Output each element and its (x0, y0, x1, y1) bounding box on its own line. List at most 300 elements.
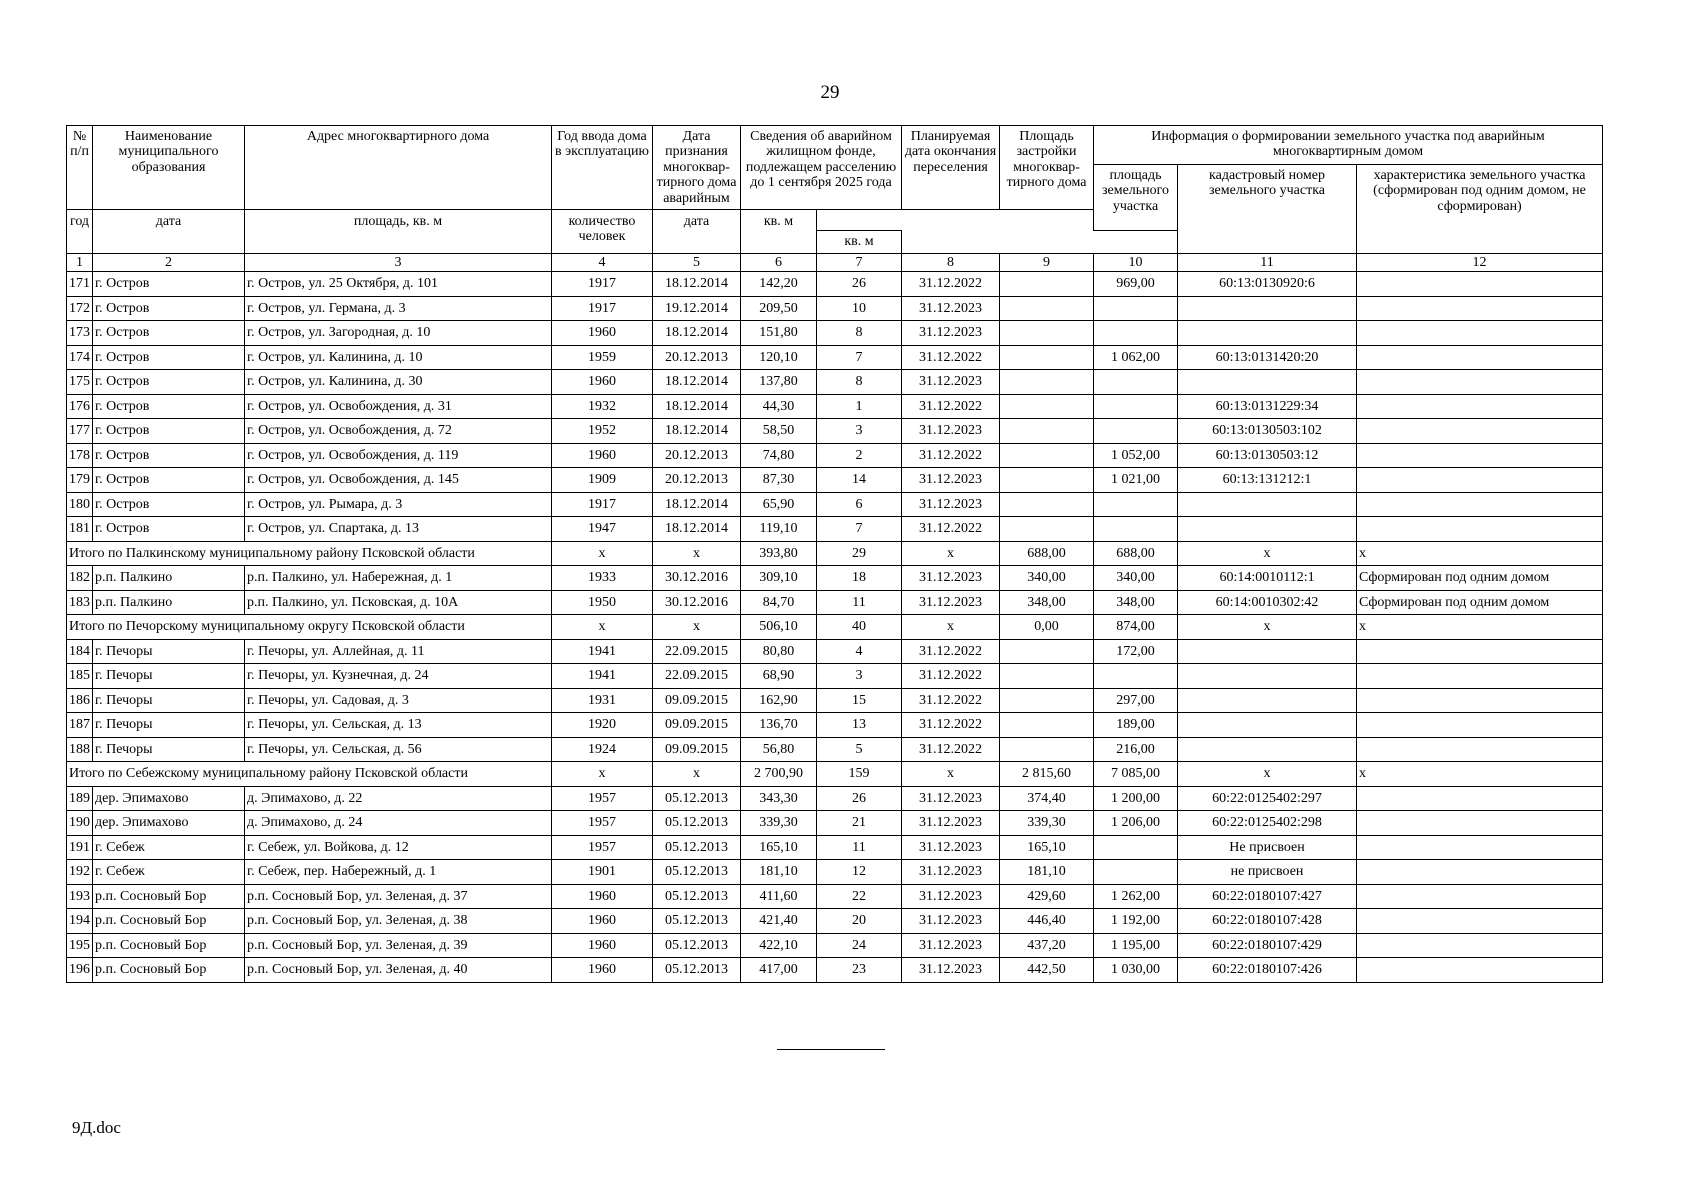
row-municipality: г. Остров (93, 492, 245, 517)
row-date-recognized: 18.12.2014 (653, 321, 741, 346)
row-people: 5 (817, 737, 902, 762)
row-land-char: Сформирован под одним домом (1357, 590, 1603, 615)
row-cadastral: 60:22:0180107:429 (1178, 933, 1357, 958)
row-land-char (1357, 272, 1603, 297)
row-number: 179 (67, 468, 93, 493)
row-land-char (1357, 517, 1603, 542)
row-number: 195 (67, 933, 93, 958)
table-row (67, 713, 1603, 738)
header-address: Адрес многоквартирного дома (245, 126, 552, 210)
row-cadastral: Не присвоен (1178, 835, 1357, 860)
row-planned-date: x (902, 762, 1000, 787)
row-land-char (1357, 370, 1603, 395)
row-area: 209,50 (741, 296, 817, 321)
row-year: 1947 (552, 517, 653, 542)
row-number: 191 (67, 835, 93, 860)
row-year: 1960 (552, 370, 653, 395)
row-land-area: 688,00 (1094, 541, 1178, 566)
row-address: д. Эпимахово, д. 22 (245, 786, 552, 811)
row-land-area: 969,00 (1094, 272, 1178, 297)
row-area: 56,80 (741, 737, 817, 762)
row-people: 3 (817, 419, 902, 444)
row-built-area (1000, 664, 1094, 689)
row-address: г. Печоры, ул. Садовая, д. 3 (245, 688, 552, 713)
emergency-housing-table (66, 125, 1603, 983)
row-planned-date: 31.12.2023 (902, 786, 1000, 811)
row-cadastral (1178, 517, 1357, 542)
row-built-area (1000, 296, 1094, 321)
row-year: x (552, 762, 653, 787)
unit-built-sqm: кв. м (741, 209, 817, 253)
table-row (67, 296, 1603, 321)
row-land-area (1094, 419, 1178, 444)
row-land-char (1357, 884, 1603, 909)
row-date-recognized: 05.12.2013 (653, 909, 741, 934)
row-cadastral (1178, 492, 1357, 517)
row-year: 1957 (552, 811, 653, 836)
row-date-recognized: 20.12.2013 (653, 468, 741, 493)
row-land-area: 1 030,00 (1094, 958, 1178, 983)
row-area: 74,80 (741, 443, 817, 468)
row-year: 1957 (552, 835, 653, 860)
row-number: 193 (67, 884, 93, 909)
row-number: 178 (67, 443, 93, 468)
row-built-area: 2 815,60 (1000, 762, 1094, 787)
subtotal-row (67, 762, 1603, 787)
colnum-7: 7 (817, 253, 902, 271)
row-cadastral (1178, 713, 1357, 738)
table-row (67, 884, 1603, 909)
colnum-12: 12 (1357, 253, 1603, 271)
row-address: р.п. Сосновый Бор, ул. Зеленая, д. 39 (245, 933, 552, 958)
row-municipality: г. Остров (93, 419, 245, 444)
row-land-area: 216,00 (1094, 737, 1178, 762)
row-area: 162,90 (741, 688, 817, 713)
colnum-3: 3 (245, 253, 552, 271)
row-people: 26 (817, 272, 902, 297)
row-area: 142,20 (741, 272, 817, 297)
row-address: г. Остров, ул. Освобождения, д. 31 (245, 394, 552, 419)
footer-filename: 9Д.doc (72, 1118, 121, 1137)
row-planned-date: 31.12.2022 (902, 737, 1000, 762)
row-number: 187 (67, 713, 93, 738)
row-people: 23 (817, 958, 902, 983)
row-year: 1960 (552, 443, 653, 468)
row-area: 44,30 (741, 394, 817, 419)
row-year: 1960 (552, 884, 653, 909)
row-date-recognized: 22.09.2015 (653, 664, 741, 689)
row-municipality: г. Остров (93, 345, 245, 370)
row-area: 343,30 (741, 786, 817, 811)
row-address: г. Остров, ул. Калинина, д. 10 (245, 345, 552, 370)
row-land-area: 340,00 (1094, 566, 1178, 591)
row-municipality: г. Печоры (93, 688, 245, 713)
row-area: 411,60 (741, 884, 817, 909)
table-body (67, 272, 1603, 983)
row-built-area (1000, 419, 1094, 444)
row-year: 1941 (552, 664, 653, 689)
row-year: 1959 (552, 345, 653, 370)
row-people: 29 (817, 541, 902, 566)
row-land-area: 1 021,00 (1094, 468, 1178, 493)
row-built-area: 374,40 (1000, 786, 1094, 811)
register-table-wrapper (66, 125, 1603, 983)
table-row (67, 419, 1603, 444)
row-land-area (1094, 860, 1178, 885)
row-year: 1960 (552, 958, 653, 983)
row-year: 1924 (552, 737, 653, 762)
row-date-recognized: 09.09.2015 (653, 688, 741, 713)
header-cadastral: кадастровый номер земельного участка (1178, 165, 1357, 254)
row-date-recognized: 05.12.2013 (653, 933, 741, 958)
row-built-area (1000, 321, 1094, 346)
row-address: г. Остров, ул. 25 Октября, д. 101 (245, 272, 552, 297)
row-number: 177 (67, 419, 93, 444)
row-date-recognized: x (653, 541, 741, 566)
row-land-area (1094, 517, 1178, 542)
row-planned-date: 31.12.2022 (902, 664, 1000, 689)
row-planned-date: 31.12.2022 (902, 517, 1000, 542)
row-year: 1957 (552, 786, 653, 811)
row-land-char (1357, 296, 1603, 321)
colnum-6: 6 (741, 253, 817, 271)
row-built-area: 348,00 (1000, 590, 1094, 615)
row-municipality: г. Печоры (93, 737, 245, 762)
row-address: г. Остров, ул. Загородная, д. 10 (245, 321, 552, 346)
row-municipality: г. Остров (93, 468, 245, 493)
row-year: 1920 (552, 713, 653, 738)
row-date-recognized: 18.12.2014 (653, 419, 741, 444)
row-number: 190 (67, 811, 93, 836)
row-built-area (1000, 517, 1094, 542)
subtotal-label: Итого по Печорскому муниципальному округу Псковской области (67, 615, 552, 640)
table-row (67, 272, 1603, 297)
row-land-area: 1 062,00 (1094, 345, 1178, 370)
row-year: 1941 (552, 639, 653, 664)
row-municipality: г. Себеж (93, 860, 245, 885)
row-cadastral: 60:13:0131420:20 (1178, 345, 1357, 370)
table-row (67, 517, 1603, 542)
row-people: 21 (817, 811, 902, 836)
colnum-5: 5 (653, 253, 741, 271)
row-number: 186 (67, 688, 93, 713)
row-cadastral: 60:13:0130503:102 (1178, 419, 1357, 444)
unit-people: количество человек (552, 209, 653, 253)
table-row (67, 590, 1603, 615)
row-area: 421,40 (741, 909, 817, 934)
row-built-area (1000, 272, 1094, 297)
unit-area: площадь, кв. м (245, 209, 552, 253)
row-area: 2 700,90 (741, 762, 817, 787)
row-built-area: 339,30 (1000, 811, 1094, 836)
row-address: г. Остров, ул. Рымара, д. 3 (245, 492, 552, 517)
row-planned-date: 31.12.2023 (902, 811, 1000, 836)
row-number: 196 (67, 958, 93, 983)
row-year: 1952 (552, 419, 653, 444)
row-land-char (1357, 419, 1603, 444)
colnum-4: 4 (552, 253, 653, 271)
header-land-group: Информация о формировании земельного участка под аварийным многоквартирным домом (1094, 126, 1603, 165)
row-land-area: 1 262,00 (1094, 884, 1178, 909)
row-land-area (1094, 321, 1178, 346)
header-planned-date: Планируемая дата окончания переселения (902, 126, 1000, 210)
row-land-area: 1 195,00 (1094, 933, 1178, 958)
row-people: 22 (817, 884, 902, 909)
row-built-area (1000, 737, 1094, 762)
row-planned-date: 31.12.2023 (902, 492, 1000, 517)
row-area: 84,70 (741, 590, 817, 615)
header-year: Год ввода дома в эксплуатацию (552, 126, 653, 210)
row-municipality: г. Печоры (93, 664, 245, 689)
row-land-area: 1 192,00 (1094, 909, 1178, 934)
row-planned-date: 31.12.2023 (902, 933, 1000, 958)
row-people: 24 (817, 933, 902, 958)
row-land-area: 189,00 (1094, 713, 1178, 738)
row-planned-date: 31.12.2022 (902, 443, 1000, 468)
row-date-recognized: 18.12.2014 (653, 272, 741, 297)
row-cadastral: x (1178, 541, 1357, 566)
row-people: 14 (817, 468, 902, 493)
row-land-char (1357, 688, 1603, 713)
row-municipality: г. Остров (93, 517, 245, 542)
row-people: 26 (817, 786, 902, 811)
row-land-char (1357, 639, 1603, 664)
row-year: 1960 (552, 909, 653, 934)
row-cadastral: 60:13:0131229:34 (1178, 394, 1357, 419)
table-row (67, 860, 1603, 885)
row-date-recognized: x (653, 615, 741, 640)
row-municipality: г. Остров (93, 296, 245, 321)
page-number: 29 (820, 82, 840, 103)
row-area: 119,10 (741, 517, 817, 542)
row-municipality: г. Остров (93, 443, 245, 468)
row-address: г. Печоры, ул. Сельская, д. 13 (245, 713, 552, 738)
row-people: 8 (817, 321, 902, 346)
row-land-area: 7 085,00 (1094, 762, 1178, 787)
row-land-char (1357, 394, 1603, 419)
table-row (67, 786, 1603, 811)
header-built-area: Площадь застройки многоквар-тирного дома (1000, 126, 1094, 210)
row-municipality: г. Остров (93, 370, 245, 395)
row-cadastral (1178, 737, 1357, 762)
row-municipality: дер. Эпимахово (93, 786, 245, 811)
row-built-area (1000, 370, 1094, 395)
table-row (67, 909, 1603, 934)
colnum-11: 11 (1178, 253, 1357, 271)
header-num: № п/п (67, 126, 93, 210)
row-date-recognized: 05.12.2013 (653, 835, 741, 860)
row-year: x (552, 541, 653, 566)
colnum-2: 2 (93, 253, 245, 271)
table-row (67, 394, 1603, 419)
row-address: г. Себеж, пер. Набережный, д. 1 (245, 860, 552, 885)
row-planned-date: 31.12.2022 (902, 394, 1000, 419)
row-cadastral: x (1178, 762, 1357, 787)
row-area: 68,90 (741, 664, 817, 689)
row-land-char (1357, 345, 1603, 370)
header-fund-group: Сведения об аварийном жилищном фонде, подлежащем расселению до 1 сентября 2025 года (741, 126, 902, 210)
table-row (67, 468, 1603, 493)
row-cadastral: не присвоен (1178, 860, 1357, 885)
row-address: г. Остров, ул. Освобождения, д. 72 (245, 419, 552, 444)
row-cadastral: 60:14:0010112:1 (1178, 566, 1357, 591)
row-land-area: 1 206,00 (1094, 811, 1178, 836)
row-address: р.п. Палкино, ул. Набережная, д. 1 (245, 566, 552, 591)
row-people: 13 (817, 713, 902, 738)
table-row (67, 958, 1603, 983)
row-land-area (1094, 492, 1178, 517)
row-municipality: р.п. Палкино (93, 566, 245, 591)
row-municipality: р.п. Сосновый Бор (93, 933, 245, 958)
row-planned-date: 31.12.2022 (902, 272, 1000, 297)
row-date-recognized: 05.12.2013 (653, 811, 741, 836)
row-year: x (552, 615, 653, 640)
row-land-area (1094, 296, 1178, 321)
unit-land-sqm: кв. м (817, 230, 902, 253)
unit-planned-date: дата (653, 209, 741, 253)
row-land-area: 1 052,00 (1094, 443, 1178, 468)
subtotal-row (67, 615, 1603, 640)
row-year: 1950 (552, 590, 653, 615)
row-year: 1901 (552, 860, 653, 885)
row-planned-date: x (902, 615, 1000, 640)
row-land-char (1357, 835, 1603, 860)
row-land-char (1357, 468, 1603, 493)
row-address: р.п. Сосновый Бор, ул. Зеленая, д. 37 (245, 884, 552, 909)
row-area: 120,10 (741, 345, 817, 370)
row-year: 1933 (552, 566, 653, 591)
row-date-recognized: 05.12.2013 (653, 860, 741, 885)
row-built-area: 165,10 (1000, 835, 1094, 860)
row-area: 506,10 (741, 615, 817, 640)
row-planned-date: 31.12.2023 (902, 566, 1000, 591)
row-year: 1909 (552, 468, 653, 493)
row-address: г. Печоры, ул. Аллейная, д. 11 (245, 639, 552, 664)
row-land-char: x (1357, 615, 1603, 640)
row-cadastral: x (1178, 615, 1357, 640)
row-area: 393,80 (741, 541, 817, 566)
row-people: 6 (817, 492, 902, 517)
table-row (67, 737, 1603, 762)
row-number: 172 (67, 296, 93, 321)
row-cadastral (1178, 664, 1357, 689)
row-address: р.п. Палкино, ул. Псковская, д. 10А (245, 590, 552, 615)
row-people: 2 (817, 443, 902, 468)
row-number: 194 (67, 909, 93, 934)
row-number: 173 (67, 321, 93, 346)
row-cadastral (1178, 321, 1357, 346)
row-number: 181 (67, 517, 93, 542)
row-built-area: 442,50 (1000, 958, 1094, 983)
row-address: г. Остров, ул. Калинина, д. 30 (245, 370, 552, 395)
row-cadastral (1178, 639, 1357, 664)
table-row (67, 933, 1603, 958)
row-year: 1960 (552, 321, 653, 346)
row-planned-date: 31.12.2023 (902, 296, 1000, 321)
row-number: 180 (67, 492, 93, 517)
row-people: 7 (817, 517, 902, 542)
row-area: 65,90 (741, 492, 817, 517)
row-land-char (1357, 664, 1603, 689)
row-cadastral: 60:22:0180107:426 (1178, 958, 1357, 983)
row-area: 422,10 (741, 933, 817, 958)
row-area: 87,30 (741, 468, 817, 493)
subtotal-row (67, 541, 1603, 566)
row-date-recognized: 09.09.2015 (653, 737, 741, 762)
row-municipality: г. Себеж (93, 835, 245, 860)
row-planned-date: x (902, 541, 1000, 566)
table-row (67, 811, 1603, 836)
row-people: 15 (817, 688, 902, 713)
row-number: 184 (67, 639, 93, 664)
colnum-9: 9 (1000, 253, 1094, 271)
row-date-recognized: 30.12.2016 (653, 590, 741, 615)
row-people: 10 (817, 296, 902, 321)
row-planned-date: 31.12.2023 (902, 958, 1000, 983)
row-date-recognized: 20.12.2013 (653, 345, 741, 370)
row-land-char (1357, 492, 1603, 517)
subtotal-label: Итого по Себежскому муниципальному району Псковской области (67, 762, 552, 787)
table-row (67, 321, 1603, 346)
row-land-area (1094, 394, 1178, 419)
row-land-char (1357, 713, 1603, 738)
row-cadastral: 60:14:0010302:42 (1178, 590, 1357, 615)
row-planned-date: 31.12.2023 (902, 835, 1000, 860)
table-row (67, 835, 1603, 860)
row-date-recognized: 20.12.2013 (653, 443, 741, 468)
row-cadastral (1178, 370, 1357, 395)
footer-divider (777, 1049, 885, 1050)
row-land-char (1357, 321, 1603, 346)
row-address: р.п. Сосновый Бор, ул. Зеленая, д. 40 (245, 958, 552, 983)
row-cadastral: 60:22:0180107:427 (1178, 884, 1357, 909)
row-address: г. Остров, ул. Спартака, д. 13 (245, 517, 552, 542)
row-land-area: 348,00 (1094, 590, 1178, 615)
row-land-char (1357, 909, 1603, 934)
row-area: 137,80 (741, 370, 817, 395)
row-address: г. Печоры, ул. Кузнечная, д. 24 (245, 664, 552, 689)
row-cadastral: 60:22:0125402:297 (1178, 786, 1357, 811)
row-year: 1917 (552, 272, 653, 297)
row-address: г. Остров, ул. Освобождения, д. 119 (245, 443, 552, 468)
row-date-recognized: 19.12.2014 (653, 296, 741, 321)
row-date-recognized: 22.09.2015 (653, 639, 741, 664)
row-planned-date: 31.12.2023 (902, 468, 1000, 493)
row-built-area (1000, 468, 1094, 493)
row-number: 192 (67, 860, 93, 885)
row-address: г. Себеж, ул. Войкова, д. 12 (245, 835, 552, 860)
row-land-char: x (1357, 762, 1603, 787)
row-cadastral: 60:22:0125402:298 (1178, 811, 1357, 836)
row-land-char: x (1357, 541, 1603, 566)
row-built-area (1000, 443, 1094, 468)
row-built-area (1000, 345, 1094, 370)
row-cadastral: 60:13:131212:1 (1178, 468, 1357, 493)
row-number: 188 (67, 737, 93, 762)
row-cadastral: 60:13:0130920:6 (1178, 272, 1357, 297)
row-year: 1917 (552, 296, 653, 321)
header-land-area: площадь земельного участка (1094, 165, 1178, 231)
row-people: 20 (817, 909, 902, 934)
row-area: 417,00 (741, 958, 817, 983)
row-planned-date: 31.12.2023 (902, 419, 1000, 444)
row-land-area: 874,00 (1094, 615, 1178, 640)
row-municipality: р.п. Сосновый Бор (93, 909, 245, 934)
row-built-area (1000, 688, 1094, 713)
row-land-char (1357, 860, 1603, 885)
row-date-recognized: 09.09.2015 (653, 713, 741, 738)
row-date-recognized: 05.12.2013 (653, 884, 741, 909)
